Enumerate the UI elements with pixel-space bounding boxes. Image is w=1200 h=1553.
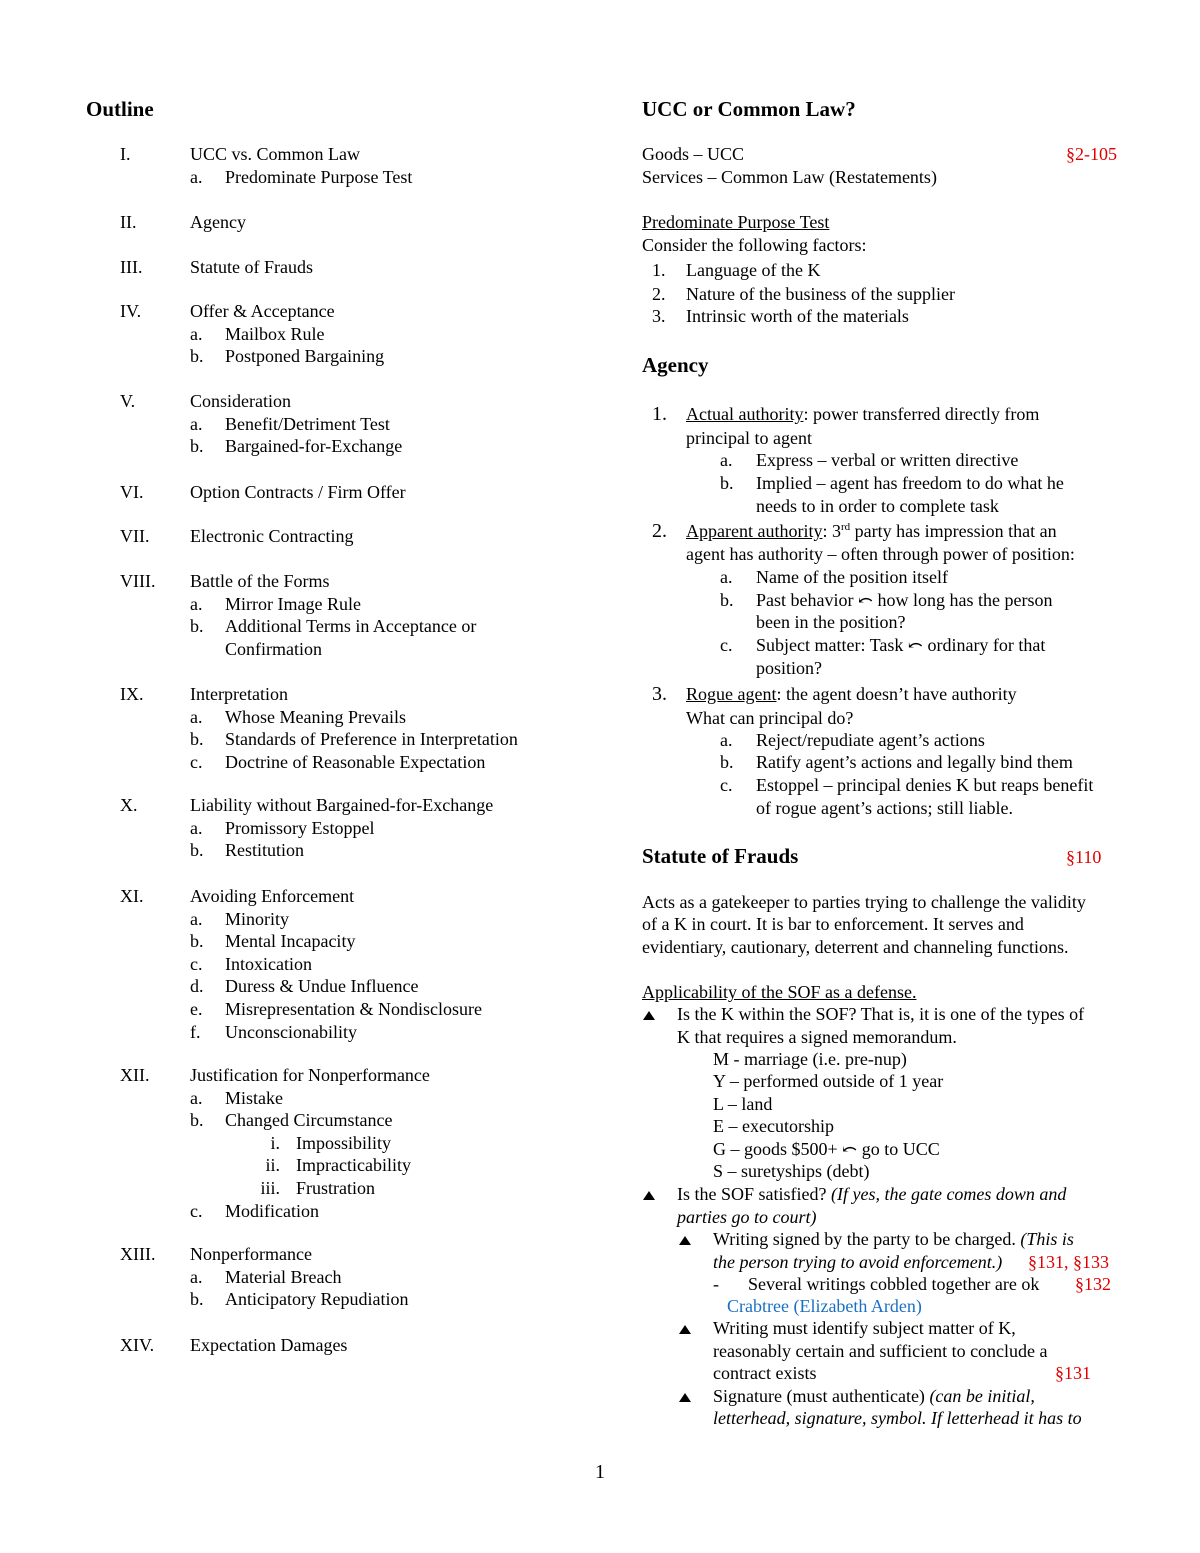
agency-heading: Agency	[642, 353, 709, 377]
outline-item-number: XII.	[120, 1065, 150, 1085]
sof-question: K that requires a signed memorandum.	[677, 1027, 957, 1047]
agency-sub-marker: a.	[720, 730, 733, 750]
outline-sub-item: Whose Meaning Prevails	[225, 707, 406, 727]
agency-sub-marker: b.	[720, 473, 734, 493]
outline-sub-item: Changed Circumstance	[225, 1110, 393, 1130]
dash-bullet: -	[713, 1274, 719, 1294]
writing-sub: Several writings cobbled together are ok	[748, 1274, 1040, 1294]
triangle-bullet-icon	[679, 1325, 691, 1334]
outline-sub-marker: b.	[190, 931, 204, 951]
sof-paragraph-line: of a K in court. It is bar to enforcement. It serves and	[642, 914, 1024, 934]
agency-sub-text: Reject/repudiate agent’s actions	[756, 730, 985, 750]
outline-item-number: X.	[120, 795, 138, 815]
agency-sub-text: Express – verbal or written directive	[756, 450, 1019, 470]
outline-sub-item: Standards of Preference in Interpretation	[225, 729, 518, 749]
outline-item-label: Justification for Nonperformance	[190, 1065, 430, 1085]
sof-ref: §110	[1066, 847, 1102, 867]
outline-sub-marker: b.	[190, 1289, 204, 1309]
agency-sub-marker: c.	[720, 775, 733, 795]
outline-sub-marker: b.	[190, 616, 204, 636]
writing-requirement: Signature (must authenticate) (can be initial,	[713, 1386, 1035, 1406]
goods-line: Goods – UCC	[642, 144, 745, 164]
outline-item-number: IX.	[120, 684, 144, 704]
outline-item-label: Interpretation	[190, 684, 288, 704]
outline-sub-marker: iii.	[260, 1178, 280, 1198]
outline-item-number: III.	[120, 257, 143, 277]
outline-sub-item: Confirmation	[225, 639, 322, 659]
outline-item-number: VII.	[120, 526, 150, 546]
outline-sub-marker: a.	[190, 324, 203, 344]
myleg-item: E – executorship	[713, 1116, 834, 1136]
ppt-factor-num: 2.	[652, 284, 666, 304]
outline-sub-item: Additional Terms in Acceptance or	[225, 616, 477, 636]
writing-requirement: reasonably certain and sufficient to conclude a	[713, 1341, 1048, 1361]
outline-sub-item: Predominate Purpose Test	[225, 167, 413, 187]
agency-sub-text: needs to in order to complete task	[756, 496, 999, 516]
outline-item-number: VIII.	[120, 571, 156, 591]
agency-item-actual: Actual authority: power transferred directly from	[686, 404, 1040, 424]
sof-heading: Statute of Frauds	[642, 844, 799, 868]
sof-paragraph-line: Acts as a gatekeeper to parties trying to challenge the validity	[642, 892, 1086, 912]
outline-item-number: XIV.	[120, 1335, 155, 1355]
outline-sub-marker: a.	[190, 1267, 203, 1287]
outline-sub-marker: a.	[190, 414, 203, 434]
outline-sub-item: Mental Incapacity	[225, 931, 356, 951]
outline-sub-marker: a.	[190, 818, 203, 838]
agency-sub-marker: b.	[720, 590, 734, 610]
outline-sub-item: Postponed Bargaining	[225, 346, 385, 366]
agency-line: principal to agent	[686, 428, 812, 448]
agency-sub-marker: a.	[720, 450, 733, 470]
outline-item-number: VI.	[120, 482, 144, 502]
agency-sub-text: Estoppel – principal denies K but reaps benefit	[756, 775, 1094, 795]
page-number: 1	[595, 1461, 605, 1483]
outline-sub-marker: a.	[190, 909, 203, 929]
outline-item-number: V.	[120, 391, 136, 411]
outline-sub-item: Modification	[225, 1201, 319, 1221]
goods-ref: §2-105	[1066, 144, 1117, 164]
agency-line: What can principal do?	[686, 708, 854, 728]
outline-sub-marker: e.	[190, 999, 203, 1019]
agency-sub-marker: c.	[720, 635, 733, 655]
outline-item-label: Avoiding Enforcement	[190, 886, 355, 906]
outline-sub-marker: b.	[190, 346, 204, 366]
outline-item-label: Offer & Acceptance	[190, 301, 335, 321]
outline-sub-item: Mailbox Rule	[225, 324, 325, 344]
triangle-bullet-icon	[679, 1393, 691, 1402]
outline-sub-marker: f.	[190, 1022, 201, 1042]
outline-item-label: Statute of Frauds	[190, 257, 313, 277]
writing-sub-ref: §132	[1075, 1274, 1111, 1294]
outline-sub-marker: a.	[190, 167, 203, 187]
ppt-factor-num: 1.	[652, 260, 666, 280]
outline-sub-item: Frustration	[296, 1178, 375, 1198]
agency-sub-marker: b.	[720, 752, 734, 772]
ppt-heading: Predominate Purpose Test	[642, 212, 830, 232]
outline-sub-item: Benefit/Detriment Test	[225, 414, 390, 434]
writing-requirement: contract exists	[713, 1363, 817, 1383]
ppt-factor: Nature of the business of the supplier	[686, 284, 955, 304]
agency-sub-text: Past behavior ⤺ how long has the person	[756, 590, 1053, 610]
outline-sub-item: Mirror Image Rule	[225, 594, 361, 614]
outline-sub-marker: i.	[270, 1133, 280, 1153]
triangle-bullet-icon	[643, 1191, 655, 1200]
sof-question: Is the K within the SOF? That is, it is one of the types of	[677, 1004, 1085, 1024]
outline-sub-item: Misrepresentation & Nondisclosure	[225, 999, 482, 1019]
outline-item-number: II.	[120, 212, 137, 232]
sof-paragraph-line: evidentiary, cautionary, deterrent and channeling functions.	[642, 937, 1069, 957]
agency-sub-text: Name of the position itself	[756, 567, 948, 587]
ppt-intro: Consider the following factors:	[642, 235, 867, 255]
outline-sub-item: Restitution	[225, 840, 305, 860]
agency-sub-text: position?	[756, 658, 822, 678]
outline-sub-marker: c.	[190, 954, 203, 974]
agency-sub-text: Implied – agent has freedom to do what he	[756, 473, 1064, 493]
agency-item-apparent: Apparent authority: 3rd party has impression that an	[686, 521, 1057, 541]
agency-sub-marker: a.	[720, 567, 733, 587]
outline-sub-marker: b.	[190, 436, 204, 456]
writing-ref: §131	[1055, 1363, 1091, 1383]
writing-requirement: Writing must identify subject matter of K,	[713, 1318, 1016, 1338]
agency-num: 1.	[652, 403, 667, 425]
myleg-item: G – goods $500+ ⤺ go to UCC	[713, 1139, 940, 1159]
agency-item-rogue: Rogue agent: the agent doesn’t have authority	[686, 684, 1017, 704]
agency-sub-text: been in the position?	[756, 612, 906, 632]
outline-item-label: Option Contracts / Firm Offer	[190, 482, 406, 502]
ppt-factor-num: 3.	[652, 306, 666, 326]
agency-sub-text: of rogue agent’s actions; still liable.	[756, 798, 1013, 818]
outline-sub-marker: a.	[190, 1088, 203, 1108]
outline-item-label: Nonperformance	[190, 1244, 312, 1264]
agency-sub-text: Ratify agent’s actions and legally bind them	[756, 752, 1073, 772]
outline-sub-item: Mistake	[225, 1088, 283, 1108]
outline-title: Outline	[86, 97, 154, 121]
ppt-factor: Language of the K	[686, 260, 821, 280]
applicability-heading: Applicability of the SOF as a defense.	[642, 982, 917, 1002]
writing-requirement: the person trying to avoid enforcement.)	[713, 1252, 1003, 1272]
outline-sub-item: Doctrine of Reasonable Expectation	[225, 752, 486, 772]
case-citation: Crabtree (Elizabeth Arden)	[727, 1296, 922, 1316]
outline-sub-item: Intoxication	[225, 954, 312, 974]
outline-sub-item: Material Breach	[225, 1267, 342, 1287]
agency-num: 2.	[652, 520, 667, 542]
outline-sub-marker: d.	[190, 976, 204, 996]
sof-question: parties go to court)	[677, 1207, 817, 1227]
triangle-bullet-icon	[679, 1236, 691, 1245]
outline-sub-marker: c.	[190, 752, 203, 772]
agency-num: 3.	[652, 683, 667, 705]
outline-sub-item: Anticipatory Repudiation	[225, 1289, 409, 1309]
writing-requirement: Writing signed by the party to be charged. (This is	[713, 1229, 1074, 1249]
outline-sub-item: Unconscionability	[225, 1022, 357, 1042]
outline-item-label: Liability without Bargained-for-Exchange	[190, 795, 494, 815]
myleg-item: Y – performed outside of 1 year	[713, 1071, 944, 1091]
outline-sub-marker: ii.	[265, 1155, 280, 1175]
outline-sub-item: Duress & Undue Influence	[225, 976, 419, 996]
outline-sub-marker: b.	[190, 840, 204, 860]
myleg-item: L – land	[713, 1094, 773, 1114]
agency-line: agent has authority – often through power of position:	[686, 544, 1075, 564]
outline-sub-item: Minority	[225, 909, 290, 929]
outline-item-label: Agency	[190, 212, 246, 232]
agency-sub-text: Subject matter: Task ⤺ ordinary for that	[756, 635, 1046, 655]
outline-sub-item: Impracticability	[296, 1155, 411, 1175]
outline-item-number: I.	[120, 144, 131, 164]
outline-item-label: UCC vs. Common Law	[190, 144, 361, 164]
ucc-heading: UCC or Common Law?	[642, 97, 856, 121]
outline-item-number: XIII.	[120, 1244, 156, 1264]
services-line: Services – Common Law (Restatements)	[642, 167, 937, 187]
outline-sub-marker: b.	[190, 729, 204, 749]
writing-requirement: letterhead, signature, symbol. If letterhead it has to	[713, 1408, 1082, 1428]
outline-item-label: Expectation Damages	[190, 1335, 348, 1355]
outline-sub-marker: b.	[190, 1110, 204, 1130]
outline-sub-item: Promissory Estoppel	[225, 818, 375, 838]
myleg-item: M - marriage (i.e. pre-nup)	[713, 1049, 907, 1069]
outline-sub-item: Impossibility	[296, 1133, 392, 1153]
myleg-item: S – suretyships (debt)	[713, 1161, 870, 1181]
outline-item-label: Electronic Contracting	[190, 526, 354, 546]
outline-item-label: Consideration	[190, 391, 291, 411]
writing-ref: §131, §133	[1028, 1252, 1109, 1272]
outline-sub-marker: a.	[190, 594, 203, 614]
triangle-bullet-icon	[643, 1011, 655, 1020]
outline-sub-item: Bargained-for-Exchange	[225, 436, 403, 456]
outline-sub-marker: a.	[190, 707, 203, 727]
outline-item-label: Battle of the Forms	[190, 571, 330, 591]
sof-question: Is the SOF satisfied? (If yes, the gate comes down and	[677, 1184, 1067, 1204]
outline-item-number: XI.	[120, 886, 144, 906]
ppt-factor: Intrinsic worth of the materials	[686, 306, 909, 326]
outline-item-number: IV.	[120, 301, 142, 321]
outline-sub-marker: c.	[190, 1201, 203, 1221]
